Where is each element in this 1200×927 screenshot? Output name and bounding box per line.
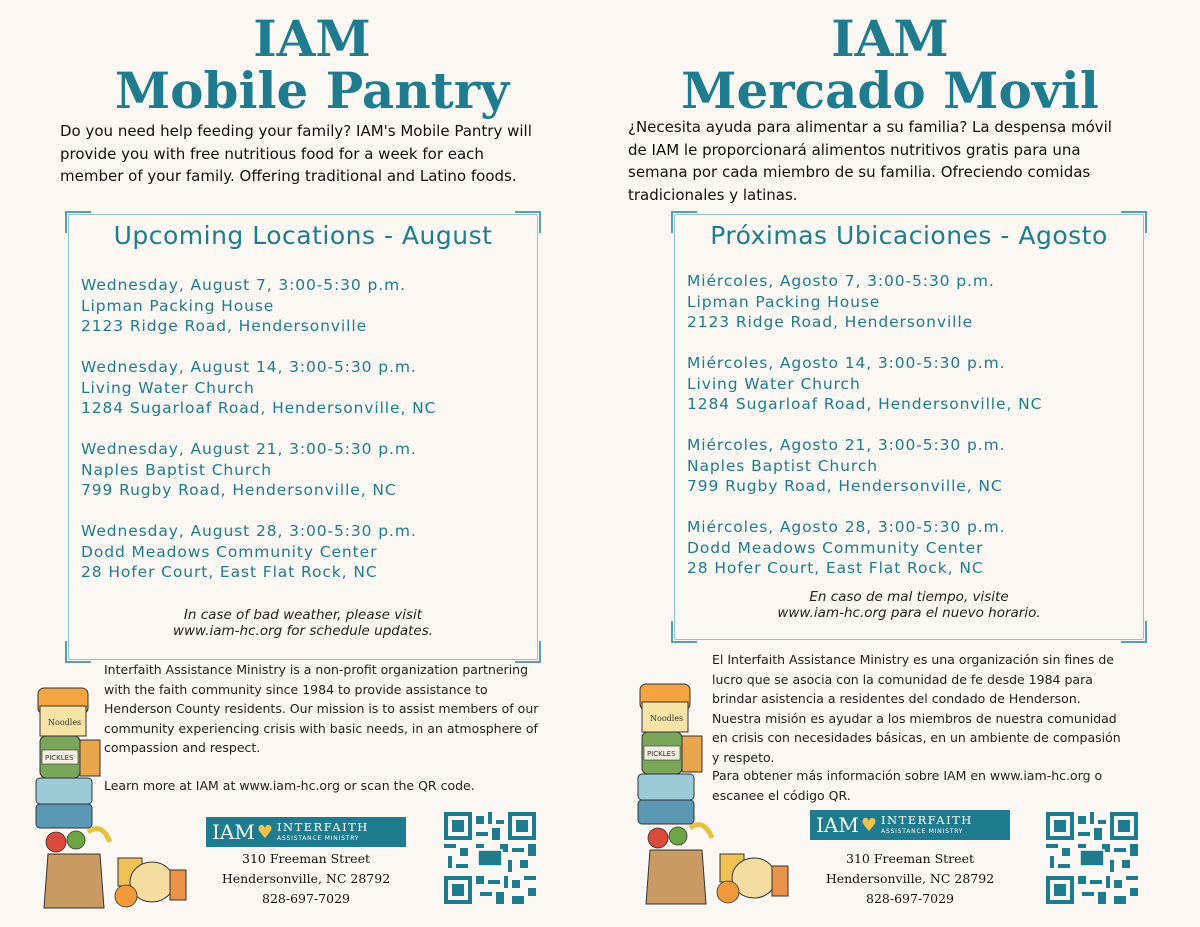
- qr-code-icon[interactable]: [1046, 812, 1138, 904]
- location-place: Living Water Church: [687, 374, 861, 393]
- logo-iam: IAM: [816, 813, 859, 837]
- page-title-line2: Mobile Pantry: [114, 61, 510, 120]
- frame-corner: [671, 621, 697, 643]
- location-place: Naples Baptist Church: [687, 456, 878, 475]
- noodles-label: Noodles: [650, 714, 684, 723]
- iam-logo: [810, 810, 1010, 840]
- location-address: 1284 Sugarloaf Road, Hendersonville, NC: [687, 395, 1043, 413]
- weather-line2: www.iam-hc.org para el nuevo horario.: [777, 605, 1041, 621]
- location-date: Wednesday, August 7, 3:00-5:30 p.m.: [81, 276, 406, 294]
- location-place: Living Water Church: [81, 378, 255, 397]
- pickles-label: PICKLES: [45, 754, 74, 762]
- about-text: Interfaith Assistance Ministry is a non-profit organization partnering with the faith community since 1984 to provide assistance to Henderson County residents. Our mission is to assist members of our community experiencing crisis with basic needs, in an atmosphere of compassion and respect.: [104, 662, 539, 755]
- location-entry: [81, 275, 531, 337]
- weather-line1: En caso de mal tiempo, visite: [809, 589, 1009, 605]
- logo-word1: INTERFAITH: [276, 820, 369, 835]
- spanish-flyer: [600, 0, 1200, 927]
- location-address: 799 Rugby Road, Hendersonville, NC: [81, 481, 397, 499]
- location-address: 799 Rugby Road, Hendersonville, NC: [687, 477, 1003, 495]
- intro-text: Do you need help feeding your family? IAM's Mobile Pantry will provide you with free nutritious food for a week for each member of your family. Offering traditional and Latino foods.: [60, 122, 532, 185]
- logo-word2: ASSISTANCE MINISTRY: [880, 827, 964, 835]
- location-address: 28 Hofer Court, East Flat Rock, NC: [687, 559, 984, 577]
- noodles-label: Noodles: [48, 718, 82, 727]
- locations-box: [68, 214, 538, 660]
- org-address: [206, 849, 406, 909]
- iam-logo: [206, 817, 406, 847]
- frame-corner: [65, 641, 91, 663]
- weather-line1: In case of bad weather, please visit: [183, 607, 423, 623]
- weather-notice: [69, 607, 537, 639]
- location-date: Wednesday, August 14, 3:00-5:30 p.m.: [81, 358, 417, 376]
- pickles-label: PICKLES: [647, 750, 676, 758]
- weather-notice: [675, 589, 1143, 621]
- location-date: Miércoles, Agosto 28, 3:00-5:30 p.m.: [687, 518, 1006, 536]
- logo-word2: ASSISTANCE MINISTRY: [276, 834, 360, 842]
- locations-heading: Upcoming Locations - August: [113, 221, 493, 250]
- locations-box: [674, 214, 1144, 640]
- frame-corner: [1121, 621, 1147, 643]
- location-entry: [687, 435, 1137, 497]
- address-phone: 828-697-7029: [262, 891, 350, 906]
- location-address: 2123 Ridge Road, Hendersonville: [81, 317, 368, 335]
- weather-line2: www.iam-hc.org for schedule updates.: [172, 623, 434, 639]
- location-address: 2123 Ridge Road, Hendersonville: [687, 313, 974, 331]
- address-phone: 828-697-7029: [866, 891, 954, 906]
- location-date: Miércoles, Agosto 21, 3:00-5:30 p.m.: [687, 436, 1006, 454]
- learn-more-text: Para obtener más información sobre IAM en www.iam-hc.org o escanee el código QR.: [712, 768, 1103, 803]
- about-text: El Interfaith Assistance Ministry es una organización sin fines de lucro que se asocia con la comunidad de fe desde 1984 para brindar asistencia a residentes del condado de Henderson. Nuestra misión es ayudar a los miembros de nuestra comunidad en crisis con necesidades básicas, en un ambiente de compasión y respeto.: [712, 652, 1121, 765]
- address-city: Hendersonville, NC 28792: [221, 871, 391, 886]
- location-place: Dodd Meadows Community Center: [81, 542, 378, 561]
- intro-text: ¿Necesita ayuda para alimentar a su familia? La despensa móvil de IAM le proporcionará alimentos nutritivos gratis para una semana por cada miembro de su familia. Ofreciendo comidas tradicionales y latinas.: [628, 118, 1112, 204]
- location-entry: [687, 517, 1137, 579]
- location-date: Miércoles, Agosto 14, 3:00-5:30 p.m.: [687, 354, 1006, 372]
- location-entry: [81, 521, 531, 583]
- location-entry: [81, 357, 531, 419]
- location-place: Lipman Packing House: [81, 296, 275, 315]
- location-date: Wednesday, August 21, 3:00-5:30 p.m.: [81, 440, 417, 458]
- location-place: Dodd Meadows Community Center: [687, 538, 984, 557]
- learn-more-text: Learn more at IAM at www.iam-hc.org or scan the QR code.: [104, 778, 475, 793]
- page-title-line1: IAM: [831, 9, 949, 68]
- location-entry: [687, 271, 1137, 333]
- location-address: 28 Hofer Court, East Flat Rock, NC: [81, 563, 378, 581]
- location-date: Miércoles, Agosto 7, 3:00-5:30 p.m.: [687, 272, 995, 290]
- location-place: Lipman Packing House: [687, 292, 881, 311]
- page-title-line2: Mercado Movil: [681, 61, 1099, 120]
- location-entry: [687, 353, 1137, 415]
- qr-code-icon[interactable]: [444, 812, 536, 904]
- page-title-line1: IAM: [253, 9, 371, 68]
- location-address: 1284 Sugarloaf Road, Hendersonville, NC: [81, 399, 437, 417]
- locations-heading: Próximas Ubicaciones - Agosto: [710, 221, 1108, 250]
- address-street: 310 Freeman Street: [846, 851, 974, 866]
- logo-word1: INTERFAITH: [880, 813, 973, 828]
- heart-icon: ♥: [860, 814, 877, 836]
- location-place: Naples Baptist Church: [81, 460, 272, 479]
- logo-iam: IAM: [212, 820, 255, 844]
- address-street: 310 Freeman Street: [242, 851, 370, 866]
- org-address: [810, 849, 1010, 909]
- address-city: Hendersonville, NC 28792: [825, 871, 995, 886]
- location-entry: [81, 439, 531, 501]
- location-date: Wednesday, August 28, 3:00-5:30 p.m.: [81, 522, 417, 540]
- heart-icon: ♥: [256, 821, 273, 843]
